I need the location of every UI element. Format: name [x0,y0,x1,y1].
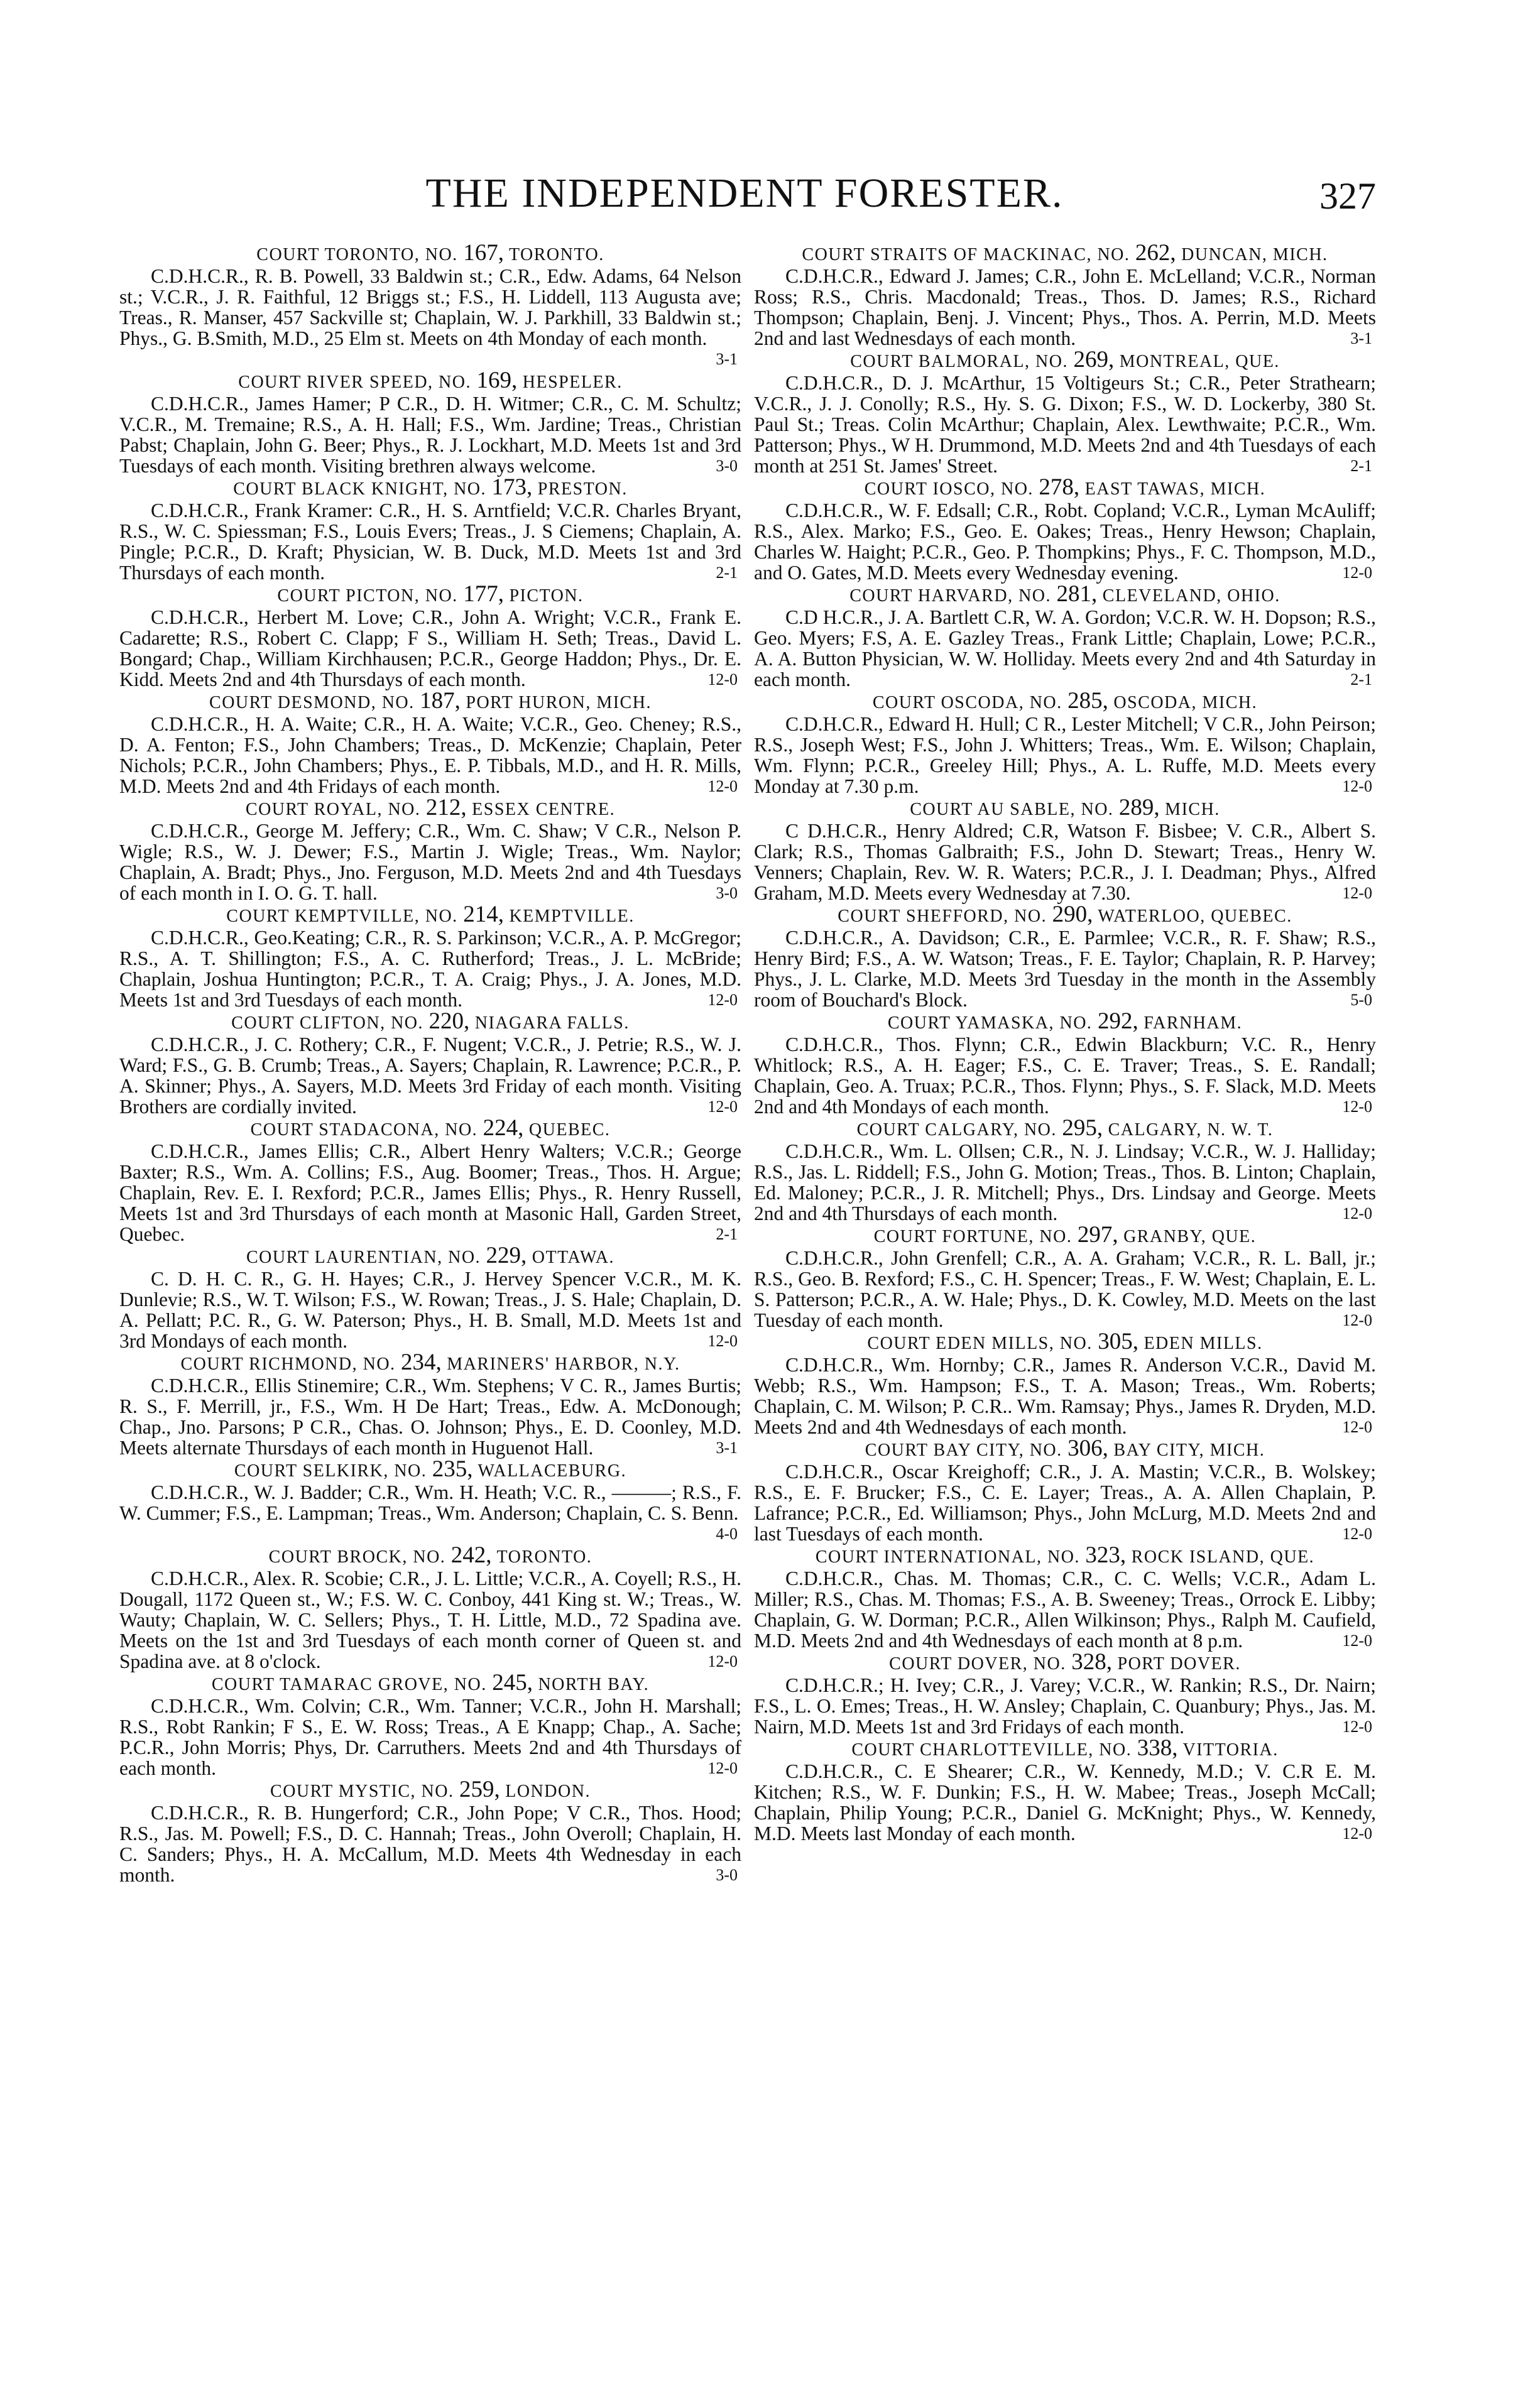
court-entry [754,797,1376,903]
court-heading [119,1351,741,1375]
court-details [119,266,741,369]
court-number: 290, [1052,902,1093,927]
court-number: 262, [1135,242,1176,266]
court-officers-text: C. D. H. C. R., G. H. Hayes; C.R., J. Hervey Spencer V.C.R., M. K. Dunlevie; R.S., W. T. Wilson; F.S., W. Rowan; Treas., J. S. Hale; Chaplain, D. A. Pellatt; P.C. R., G. W. Paterson; Phys., H. B. Small, M.D. Meets 1st and 3rd Mondays of each month. [119,1268,741,1352]
court-officers-text: C.D.H.C.R., R. B. Hungerford; C.R., John Pope; V C.R., Thos. Hood; R.S., Jas. M. Powell; F.S., D. C. Hannah; Treas., John Overoll; Chaplain, H. C. Sanders; Phys., H. A. McCallum, M.D. Meets 4th Wednesday in each month. [119,1802,741,1886]
court-number: 297, [1077,1222,1118,1248]
court-officers-text: C.D.H.C.R., George M. Jeffery; C.R., Wm. C. Shaw; V C.R., Nelson P. Wigle; R.S., W. J. Dewer; F.S., Martin J. Wigle; Treas., Wm. Naylor; Chaplain, A. Bradt; Phys., Jno. Ferguson, M.D. Meets 2nd and 4th Tuesdays of each month in I. O. G. T. hall. [119,820,741,904]
court-officers-text: C.D.H.C.R., Chas. M. Thomas; C.R., C. C. Wells; V.C.R., Adam L. Miller; R.S., Chas. M. Thomas; F.S., A. B. Sweeney; Treas., Orrock E. Libby; Chaplain, G. W. Dorman; P.C.R., Allen Wilkinson; Phys., Ralph M. Caufield, M.D. Meets 2nd and 4th Wednesdays of each month at 8 p.m. [754,1567,1376,1652]
court-officers-text: C.D.H.C.R., Edward H. Hull; C R., Lester Mitchell; V C.R., John Peirson; R.S., Joseph West; F.S., John J. Whitters; Treas., Wm. E. Wilson; Chaplain, Wm. Flynn; P.C.R., Greeley Hill; Phys., A. L. Ruffe, M.D. Meets every Monday at 7.30 p.m. [754,713,1376,797]
court-officers-text: C.D.H.C.R., Wm. Colvin; C.R., Wm. Tanner; V.C.R., John H. Marshall; R.S., Robt Rankin; F S., E. W. Ross; Treas., A E Knapp; Chap., A. Sache; P.C.R., John Morris; Phys, Dr. Carruthers. Meets 2nd and 4th Thursdays of each month. [119,1695,741,1779]
court-officers-text: C.D H.C.R., J. A. Bartlett C.R, W. A. Gordon; V.C.R. W. H. Dopson; R.S., Geo. Myers; F.S, A. E. Gazley Treas., Frank Little; Chaplain, Lowe; P.C.R., A. A. Button Physician, W. W. Holliday. Meets every 2nd and 4th Saturday in each month. [754,606,1376,690]
court-heading [754,1117,1376,1141]
court-heading [119,476,741,500]
court-reference: 2-1 [1350,457,1372,475]
court-heading [754,1544,1376,1568]
court-name: COURT CHARLOTTEVILLE, NO. [851,1740,1132,1760]
court-entry [754,1331,1376,1437]
court-details [119,500,741,583]
court-number: 269, [1073,347,1115,373]
court-place: VITTORIA. [1182,1740,1279,1760]
court-name: COURT OSCODA, NO. [872,693,1062,712]
court-heading [754,1651,1376,1675]
court-entry [754,1651,1376,1737]
court-officers-text: C.D.H.C.R., Alex. R. Scobie; C.R., J. L. Little; V.C.R., A. Coyell; R.S., H. Dougall, 1172 Queen st., W.; F.S. W. C. Conboy, 441 King st. W.; Treas., W. Wauty; Chaplain, W. C. Sellers; Phys., T. H. Little, M.D., 72 Spadina ave. Meets on the 1st and 3rd Tuesdays of each month corner of Queen st. and Spadina ave. at 8 o'clock. [119,1567,741,1672]
court-entry [119,1245,741,1351]
court-entry [754,1437,1376,1544]
court-details [754,607,1376,690]
court-heading [754,583,1376,607]
court-reference: 3-1 [716,350,738,368]
court-reference: 12-0 [707,1759,738,1777]
court-officers-text: C.D.H.C.R., Geo.Keating; C.R., R. S. Parkinson; V.C.R., A. P. McGregor; R.S., A. T. Shillington; F.S., A. C. Rutherford; Treas., J. L. McBride; Chaplain, Joshua Huntington; P.C.R., T. A. Craig; Phys., J. A. Jones, M.D. Meets 1st and 3rd Tuesdays of each month. [119,927,741,1011]
court-reference: 12-0 [707,777,738,795]
court-name: COURT FORTUNE, NO. [873,1227,1073,1246]
court-heading [119,797,741,820]
court-place: TORONTO. [496,1547,592,1567]
court-heading [119,242,741,266]
court-number: 292, [1097,1008,1138,1034]
court-place: HESPELER. [522,373,623,392]
court-details [754,1568,1376,1651]
court-name: COURT HARVARD, NO. [849,586,1052,606]
court-place: PORT DOVER. [1117,1654,1241,1674]
court-heading [754,797,1376,820]
court-number: 278, [1039,474,1080,500]
court-details [754,1761,1376,1844]
court-reference: 12-0 [1342,1824,1372,1843]
court-place: OSCODA, MICH. [1113,693,1258,712]
page-title: THE INDEPENDENT FORESTER. [425,170,1064,216]
court-number: 328, [1071,1649,1112,1675]
court-details [754,1141,1376,1224]
court-details [754,373,1376,476]
court-details [119,1268,741,1351]
page-header [113,168,1376,219]
court-heading [754,1010,1376,1034]
court-details [754,1675,1376,1737]
court-heading [119,690,741,714]
court-place: BAY CITY, MICH. [1113,1441,1265,1460]
court-number: 187, [420,688,461,714]
court-number: 281, [1056,581,1098,607]
court-entry [119,797,741,903]
court-name: COURT AU SABLE, NO. [910,800,1114,819]
court-number: 173, [491,474,533,500]
court-details [119,1375,741,1458]
court-place: WATERLOO, QUEBEC. [1098,907,1292,926]
court-officers-text: C.D.H.C.R., Herbert M. Love; C.R., John A. Wright; V.C.R., Frank E. Cadarette; R.S., Robert C. Clapp; F S., William H. Seth; Treas., David L. Bongard; Chap., William Kirchhausen; P.C.R., George Haddon; Phys., Dr. E. Kidd. Meets 2nd and 4th Thursdays of each month. [119,606,741,690]
court-heading [754,1331,1376,1354]
court-heading [119,1672,741,1696]
court-name: COURT STRAITS OF MACKINAC, NO. [802,245,1130,264]
court-entry [119,242,741,369]
court-name: COURT CALGARY, NO. [856,1120,1057,1140]
court-heading [754,242,1376,266]
court-name: COURT DOVER, NO. [889,1654,1066,1674]
court-place: EAST TAWAS, MICH. [1084,479,1266,499]
court-number: 220, [429,1008,470,1034]
court-reference: 12-0 [1342,1632,1372,1650]
court-heading [119,1458,741,1482]
court-number: 285, [1067,688,1108,714]
court-number: 245, [492,1670,533,1696]
court-reference: 3-0 [716,884,738,902]
court-place: ESSEX CENTRE. [472,800,616,819]
court-name: COURT BLACK KNIGHT, NO. [233,479,487,499]
court-details [119,1696,741,1779]
court-entry [119,369,741,476]
court-reference: 12-0 [707,991,738,1009]
court-name: COURT RICHMOND, NO. [180,1354,396,1374]
court-place: PRESTON. [537,479,628,499]
court-number: 177, [463,581,504,607]
court-officers-text: C.D.H.C.R., Wm. L. Ollsen; C.R., N. J. Lindsay; V.C.R., W. J. Halliday; R.S., Jas. L. Riddell; F.S., John G. Motion; Treas., Thos. B. Linton; Chaplain, Ed. Maloney; P.C.R., J. R. Mitchell; Phys., Drs. Lindsay and George. Meets 2nd and 4th Thursdays of each month. [754,1140,1376,1224]
court-place: DUNCAN, MICH. [1181,245,1328,264]
court-heading [119,1245,741,1268]
court-details [754,1461,1376,1544]
court-officers-text: C.D.H.C.R., James Ellis; C.R., Albert Henry Walters; V.C.R.; George Baxter; R.S., Wm. A. Collins; F.S., Aug. Boomer; Treas., Thos. H. Argue; Chaplain, Rev. E. I. Rexford; P.C.R., James Ellis; Phys., R. Henry Russell, Meets 1st and 3rd Thursdays of each month at Masonic Hall, Garden Street, Quebec. [119,1140,741,1245]
court-name: COURT SHEFFORD, NO. [838,907,1047,926]
court-details [754,1354,1376,1437]
court-reference: 12-0 [1342,884,1372,902]
court-entry [119,1672,741,1779]
court-details [754,266,1376,349]
left-column [119,242,741,2365]
court-place: ROCK ISLAND, QUE. [1131,1547,1315,1567]
court-place: EDEN MILLS. [1144,1334,1263,1353]
court-name: COURT KEMPTVILLE, NO. [226,907,458,926]
court-number: 306, [1067,1436,1108,1461]
court-number: 338, [1137,1735,1178,1761]
court-entry [119,903,741,1010]
court-number: 234, [401,1349,442,1375]
court-name: COURT TORONTO, NO. [256,245,458,264]
court-entry [119,1010,741,1117]
court-place: NORTH BAY. [538,1675,650,1694]
court-details [119,927,741,1010]
court-heading [119,1544,741,1568]
court-entry [754,583,1376,690]
court-officers-text: C.D.H.C.R., W. J. Badder; C.R., Wm. H. Heath; V.C. R., ———; R.S., F. W. Cummer; F.S., E. Lampman; Treas., Wm. Anderson; Chaplain, C. S. Benn. [119,1481,741,1524]
court-number: 214, [463,902,504,927]
court-entry [754,1010,1376,1117]
court-entry [119,1544,741,1672]
court-reference: 3-0 [716,1866,738,1884]
court-heading [119,1010,741,1034]
court-details [754,820,1376,903]
court-heading [119,369,741,393]
court-reference: 2-1 [716,1225,738,1243]
court-reference: 12-0 [707,670,738,689]
court-number: 224, [483,1115,524,1141]
court-place: MONTREAL, QUE. [1119,352,1280,371]
court-name: COURT LAURENTIAN, NO. [246,1248,481,1267]
court-name: COURT ROYAL, NO. [245,800,421,819]
court-reference: 12-0 [1342,1418,1372,1436]
court-reference: 3-1 [716,1439,738,1457]
court-heading [119,583,741,607]
court-place: WALLACEBURG. [478,1461,627,1481]
court-reference: 12-0 [1342,777,1372,795]
court-place: MICH. [1165,800,1220,819]
court-place: TORONTO. [508,245,604,264]
court-number: 289, [1118,795,1160,820]
court-entry [119,1458,741,1544]
court-officers-text: C D.H.C.R., Henry Aldred; C.R, Watson F. Bisbee; V. C.R., Albert S. Clark; R.S., Thomas Galbraith; F.S., John D. Stewart; Treas., Henry W. Venners; Chaplain, Rev. W. R. Waters; P.C.R., J. I. Deadman; Phys., Alfred Graham, M.D. Meets every Wednesday at 7.30. [754,820,1376,904]
court-details [754,714,1376,797]
court-name: COURT BALMORAL, NO. [850,352,1068,371]
court-details [119,820,741,903]
court-place: LONDON. [505,1782,591,1801]
court-officers-text: C.D.H.C.R., Oscar Kreighoff; C.R., J. A. Mastin; V.C.R., B. Wolskey; R.S., E. F. Brucker; F.S., C. E. Layer; Treas., A. A. Allen Chaplain, P. Lafrance; P.C.R., Ed. Williamson; Phys., John McLurg, M.D. Meets 2nd and last Tuesdays of each month. [754,1461,1376,1545]
court-name: COURT CLIFTON, NO. [231,1013,424,1033]
court-place: KEMPTVILLE. [509,907,635,926]
court-name: COURT IOSCO, NO. [864,479,1034,499]
court-entry [119,1779,741,1885]
court-officers-text: C.D.H.C.R., Wm. Hornby; C.R., James R. Anderson V.C.R., David M. Webb; R.S., Wm. Hampson; F.S., T. A. Mason; Treas., Wm. Roberts; Chaplain, C. M. Wilson; P. C.R.. Wm. Ramsay; Phys., James R. Dryden, M.D. Meets 2nd and 4th Wednesdays of each month. [754,1354,1376,1438]
court-entry [119,1351,741,1458]
court-entry [754,1117,1376,1224]
court-reference: 12-0 [707,1098,738,1116]
court-reference: 12-0 [1342,1098,1372,1116]
court-heading [754,690,1376,714]
court-entry [754,1737,1376,1844]
court-place: FARNHAM. [1144,1013,1243,1033]
court-details [119,1141,741,1245]
court-entry [754,1544,1376,1651]
court-place: MARINERS' HARBOR, N.Y. [447,1354,680,1374]
court-entry [119,690,741,797]
court-number: 212, [425,795,467,820]
court-entry [754,476,1376,583]
court-entry [119,476,741,583]
court-name: COURT RIVER SPEED, NO. [238,373,471,392]
court-reference: 5-0 [1350,991,1372,1009]
court-reference: 12-0 [707,1332,738,1350]
court-entry [754,242,1376,349]
court-place: CLEVELAND, OHIO. [1102,586,1280,606]
court-entry [119,1117,741,1245]
court-details [754,927,1376,1010]
court-number: 169, [476,368,518,393]
court-entry [754,349,1376,476]
court-details [754,1034,1376,1117]
court-name: COURT INTERNATIONAL, NO. [815,1547,1080,1567]
court-heading [754,476,1376,500]
court-place: NIAGARA FALLS. [474,1013,630,1033]
court-officers-text: C.D.H.C.R., Thos. Flynn; C.R., Edwin Blackburn; V.C. R., Henry Whitlock; R.S., A. H. Eager; F.S., C. E. Traver; Treas., S. E. Randall; Chaplain, Geo. A. Truax; P.C.R., Thos. Flynn; Phys., S. F. Slack, M.D. Meets 2nd and 4th Mondays of each month. [754,1033,1376,1118]
court-officers-text: C.D.H.C.R.; H. Ivey; C.R., J. Varey; V.C.R., W. Rankin; R.S., Dr. Nairn; F.S., L. O. Emes; Treas., H. W. Ansley; Chaplain, C. Quanbury; Phys., Jas. M. Nairn, M.D. Meets 1st and 3rd Fridays of each month. [754,1674,1376,1738]
court-reference: 12-0 [1342,564,1372,582]
court-reference: 2-1 [1350,670,1372,689]
court-place: PORT HURON, MICH. [466,693,652,712]
court-officers-text: C.D.H.C.R., Edward J. James; C.R., John E. McLelland; V.C.R., Norman Ross; R.S., Chris. Macdonald; Treas., Thos. D. James; R.S., Richard Thompson; Chaplain, Benj. J. Vincent; Phys., Thos. A. Perrin, M.D. Meets 2nd and last Wednesdays of each month. [754,265,1376,349]
court-heading [119,903,741,927]
court-officers-text: C.D.H.C.R., Ellis Stinemire; C.R., Wm. Stephens; V C. R., James Burtis; R. S., F. Merrill, jr., F.S., Wm. H De Hart; Treas., Edw. A. McDonough; Chap., Jno. Parsons; P C.R., Chas. O. Johnson; Phys., E. D. Coonley, M.D. Meets alternate Thursdays of each month in Huguenot Hall. [119,1375,741,1459]
court-number: 229, [486,1243,527,1268]
court-officers-text: C.D.H.C.R., D. J. McArthur, 15 Voltigeurs St.; C.R., Peter Strathearn; V.C.R., J. J. Conolly; R.S., Hy. S. G. Dixon; F.S., W. D. Lockerby, 380 St. Paul St.; Treas. Colin McArthur; Chaplain, Alex. Lewthwaite; P.C.R., Wm. Patterson; Phys., W H. Drummond, M.D. Meets 2nd and 4th Tuesdays of each month at 251 St. James' Street. [754,372,1376,477]
court-details [119,1568,741,1672]
court-details [119,607,741,690]
court-reference: 4-0 [716,1525,738,1543]
court-officers-text: C.D.H.C.R., A. Davidson; C.R., E. Parmlee; V.C.R., R. F. Shaw; R.S., Henry Bird; F.S., A. W. Watson; Treas., F. E. Taylor; Chaplain, R. P. Harvey; Phys., J. L. Clarke, M.D. Meets 3rd Tuesday in the month in the Assembly room of Bouchard's Block. [754,927,1376,1011]
court-number: 235, [432,1456,473,1482]
court-number: 295, [1062,1115,1103,1141]
court-name: COURT TAMARAC GROVE, NO. [211,1675,487,1694]
court-officers-text: C.D.H.C.R., J. C. Rothery; C.R., F. Nugent; V.C.R., J. Petrie; R.S., W. J. Ward; F.S., G. B. Crumb; Treas., A. Sayers; Chaplain, R. Lawrence; P.C.R., P. A. Skinner; Phys., A. Sayers, M.D. Meets 3rd Friday of each month. Visiting Brothers are cordially invited. [119,1033,741,1118]
court-officers-text: C.D.H.C.R., H. A. Waite; C.R., H. A. Waite; V.C.R., Geo. Cheney; R.S., D. A. Fenton; F.S., John Chambers; Treas., D. McKenzie; Chaplain, Peter Nichols; P.C.R., John Chambers; Phys., E. P. Tibbals, M.D., and H. R. Mills, M.D. Meets 2nd and 4th Fridays of each month. [119,713,741,797]
court-reference: 12-0 [707,1652,738,1670]
court-name: COURT BAY CITY, NO. [865,1441,1062,1460]
court-number: 323, [1085,1542,1127,1568]
court-name: COURT DESMOND, NO. [209,693,415,712]
court-entry [754,1224,1376,1331]
court-details [754,500,1376,583]
court-heading [754,903,1376,927]
court-heading [119,1117,741,1141]
court-entry [119,583,741,690]
court-details [119,1034,741,1117]
court-reference: 12-0 [1342,1718,1372,1736]
court-officers-text: C.D.H.C.R., James Hamer; P C.R., D. H. Witmer; C.R., C. M. Schultz; V.C.R., M. Tremaine; R.S., A. H. Hall; F.S., Wm. Jardine; Treas., Christian Pabst; Chaplain, John G. Beer; Phys., R. J. Lockhart, M.D. Meets 1st and 3rd Tuesdays of each month. Visiting brethren always welcome. [119,393,741,477]
court-reference: 3-0 [716,457,738,475]
court-heading [754,1437,1376,1461]
court-reference: 12-0 [1342,1204,1372,1223]
court-details [119,714,741,797]
court-name: COURT EDEN MILLS, NO. [867,1334,1093,1353]
page-number: 327 [1319,175,1376,217]
court-place: QUEBEC. [528,1120,611,1140]
court-heading [754,1737,1376,1761]
court-name: COURT MYSTIC, NO. [270,1782,454,1801]
court-entry [754,690,1376,797]
court-reference: 2-1 [716,564,738,582]
court-place: CALGARY, N. W. T. [1108,1120,1274,1140]
court-name: COURT STADACONA, NO. [250,1120,478,1140]
court-details [119,393,741,476]
court-officers-text: C.D.H.C.R., C. E Shearer; C.R., W. Kennedy, M.D.; V. C.R E. M. Kitchen; R.S., W. F. Dunkin; F.S., H. W. Mabee; Treas., Joseph McCall; Chaplain, Philip Young; P.C.R., Daniel G. McKnight; Phys., W. Kennedy, M.D. Meets last Monday of each month. [754,1760,1376,1844]
court-number: 305, [1098,1329,1138,1354]
court-name: COURT YAMASKA, NO. [887,1013,1093,1033]
right-column [754,242,1376,2365]
court-details [754,1248,1376,1331]
court-number: 242, [450,1542,492,1568]
court-name: COURT SELKIRK, NO. [234,1461,427,1481]
court-officers-text: C.D.H.C.R., Frank Kramer: C.R., H. S. Arntfield; V.C.R. Charles Bryant, R.S., W. C. Spiessman; F.S., Louis Evers; Treas., J. S Ciemens; Chaplain, A. Pingle; P.C.R., D. Kraft; Physician, W. B. Duck, M.D. Meets 1st and 3rd Thursdays of each month. [119,499,741,584]
court-reference: 3-1 [1350,329,1372,347]
court-name: COURT BROCK, NO. [268,1547,446,1567]
court-heading [119,1779,741,1802]
court-details [119,1482,741,1544]
court-name: COURT PICTON, NO. [277,586,458,606]
court-reference: 12-0 [1342,1311,1372,1329]
court-entry [754,903,1376,1010]
court-heading [754,349,1376,373]
court-place: GRANBY, QUE. [1123,1227,1257,1246]
court-officers-text: C.D.H.C.R., John Grenfell; C.R., A. A. Graham; V.C.R., R. L. Ball, jr.; R.S., Geo. B. Rexford; F.S., C. H. Spencer; Treas., F. W. West; Chaplain, E. L. S. Patterson; P.C.R., A. W. Hale; Phys., D. K. Cowley, M.D. Meets on the last Tuesday of each month. [754,1247,1376,1331]
court-number: 167, [463,242,504,266]
court-heading [754,1224,1376,1248]
court-number: 259, [459,1777,500,1802]
court-officers-text: C.D.H.C.R., R. B. Powell, 33 Baldwin st.; C.R., Edw. Adams, 64 Nelson st.; V.C.R., J. R. Faithful, 12 Briggs st.; F.S., H. Liddell, 113 Augusta ave; Treas., R. Manser, 457 Sackville st; Chaplain, W. J. Parkhill, 33 Baldwin st.; Phys., G. B.Smith, M.D., 25 Elm st. Meets on 4th Monday of each month. [119,265,741,349]
court-place: OTTAWA. [532,1248,615,1267]
court-details [119,1802,741,1885]
court-officers-text: C.D.H.C.R., W. F. Edsall; C.R., Robt. Copland; V.C.R., Lyman McAuliff; R.S., Alex. Marko; F.S., Geo. E. Oakes; Treas., Henry Hewson; Chaplain, Charles W. Haight; P.C.R., Geo. P. Thompkins; Phys., F. C. Thompson, M.D., and O. Gates, M.D. Meets every Wednesday evening. [754,499,1376,584]
court-reference: 12-0 [1342,1525,1372,1543]
court-place: PICTON. [509,586,584,606]
